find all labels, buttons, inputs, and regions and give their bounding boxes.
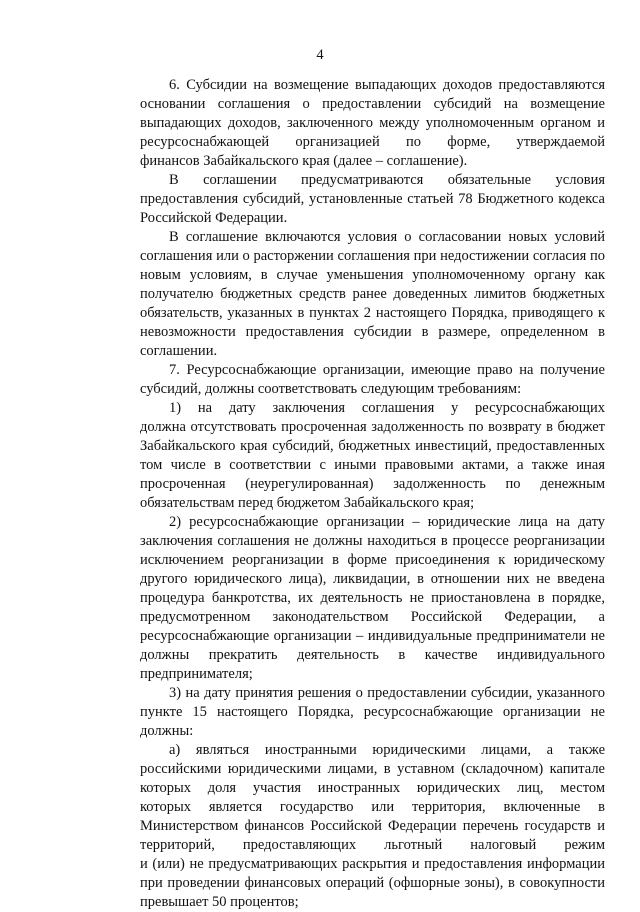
- text-line: 1) на дату заключения соглашения у ресурсоснабжающих: [169, 400, 605, 416]
- text-line: территорий, предоставляющих льготный налоговый режим: [140, 837, 605, 853]
- text-line: которых является государство или территория, включенные в: [140, 799, 605, 815]
- paragraph-agreement-conditions: [140, 171, 605, 228]
- text-line: В соглашение включаются условия о согласовании новых условий: [169, 229, 605, 245]
- text-line: предпринимателя;: [140, 666, 253, 682]
- text-line: новым условиям, в случае уменьшения уполномоченному органу как: [140, 267, 605, 283]
- text-line: обязательств, указанных в пунктах 2 настоящего Порядка, приводящего к: [140, 305, 605, 321]
- text-line: исключением реорганизации в форме присоединения к юридическому: [140, 552, 605, 568]
- text-line: ресурсоснабжающие организации – индивидуальные предприниматели не: [140, 628, 605, 644]
- document-body: [140, 76, 605, 912]
- text-line: процедура банкротства, их деятельность не приостановлена в порядке,: [140, 590, 605, 606]
- text-line: предоставления субсидий, установленные статьей 78 Бюджетного кодекса: [140, 191, 605, 207]
- text-line: должны прекратить деятельность в качестве индивидуального: [140, 647, 605, 663]
- text-line: выпадающих доходов, заключенного между уполномоченным органом и: [140, 115, 605, 131]
- text-line: и (или) не предусматривающих раскрытия и предоставления информации: [140, 856, 605, 872]
- text-line: обязательствам перед бюджетом Забайкальского края;: [140, 495, 475, 511]
- text-line: при проведении финансовых операций (офшорные зоны), в совокупности: [140, 875, 605, 891]
- page-number: 4: [316, 47, 324, 63]
- text-line: 6. Субсидии на возмещение выпадающих доходов предоставляются: [169, 77, 605, 93]
- text-line: другого юридического лица), ликвидации, в отношении них не введена: [140, 571, 605, 587]
- paragraph-agreement-inclusions: [140, 228, 605, 361]
- text-line: превышает 50 процентов;: [140, 894, 299, 910]
- paragraph-requirement-3: [140, 684, 605, 741]
- text-line: пункте 15 настоящего Порядка, ресурсоснабжающие организации не: [140, 704, 605, 720]
- text-line: субсидий, должны соответствовать следующим требованиям:: [140, 381, 522, 397]
- text-line: невозможности предоставления субсидии в размере, определенном в: [140, 324, 605, 340]
- text-line: 2) ресурсоснабжающие организации – юридические лица на дату: [169, 514, 605, 530]
- paragraph-requirement-3a: [140, 741, 605, 912]
- text-line: должны:: [140, 723, 194, 739]
- text-line: Министерством финансов Российской Федерации перечень государств и: [140, 818, 605, 834]
- text-line: предусмотренном законодательством Российской Федерации, а: [140, 609, 605, 625]
- text-line: которых доля участия иностранных юридических лиц, местом: [140, 780, 605, 796]
- paragraph-7: [140, 361, 605, 399]
- text-line: основании соглашения о предоставлении субсидий на возмещение: [140, 96, 605, 112]
- text-line: соглашении.: [140, 343, 218, 359]
- text-line: финансов Забайкальского края (далее – соглашение).: [140, 153, 468, 169]
- text-line: заключения соглашения не должны находиться в процессе реорганизации: [140, 533, 605, 549]
- text-line: просроченная (неурегулированная) задолженность по денежным: [140, 476, 605, 492]
- text-line: а) являться иностранными юридическими лицами, а также: [169, 742, 605, 758]
- paragraph-requirement-2: [140, 513, 605, 684]
- text-line: Забайкальского края субсидий, бюджетных инвестиций, предоставленных: [140, 438, 605, 454]
- text-line: получателю бюджетных средств ранее доведенных лимитов бюджетных: [140, 286, 605, 302]
- text-line: 3) на дату принятия решения о предоставлении субсидии, указанного: [169, 685, 605, 701]
- text-line: В соглашении предусматриваются обязательные условия: [169, 172, 605, 188]
- text-line: том числе в соответствии с иными правовыми актами, а также иная: [140, 457, 605, 473]
- text-line: Российской Федерации.: [140, 210, 288, 226]
- text-line: российскими юридическими лицами, в уставном (складочном) капитале: [140, 761, 605, 777]
- text-line: должна отсутствовать просроченная задолженность по возврату в бюджет: [140, 419, 605, 435]
- text-line: ресурсоснабжающей организацией по форме, утверждаемой: [140, 134, 605, 150]
- paragraph-requirement-1: [140, 399, 605, 513]
- paragraph-6: [140, 76, 605, 171]
- text-line: соглашения или о расторжении соглашения при недостижении согласия по: [140, 248, 605, 264]
- text-line: 7. Ресурсоснабжающие организации, имеющие право на получение: [169, 362, 605, 378]
